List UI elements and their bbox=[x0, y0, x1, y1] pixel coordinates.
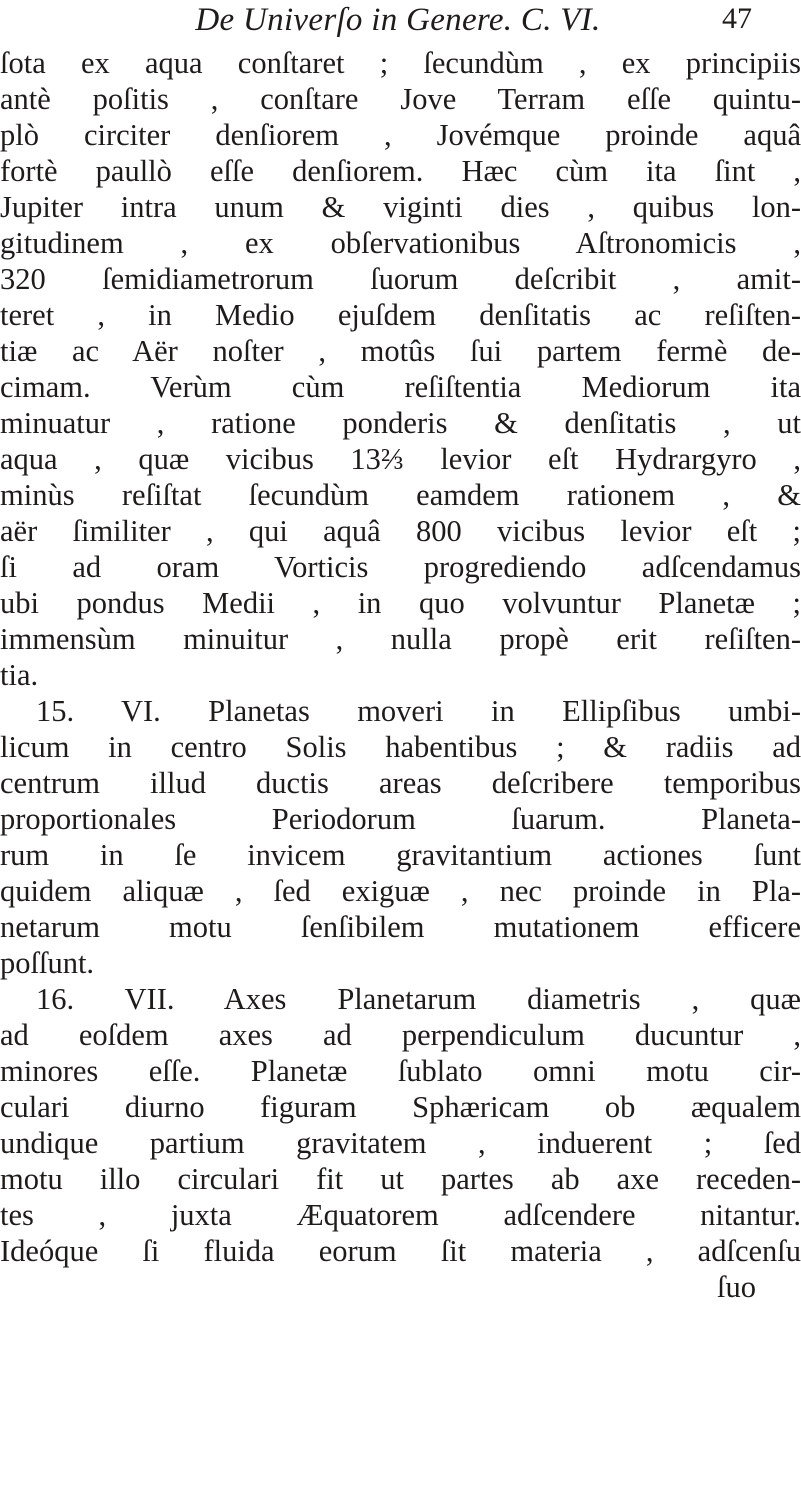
catchword: ſuo bbox=[717, 1270, 756, 1304]
running-title: De Univerſo in Genere. C. VI. bbox=[195, 2, 601, 38]
text-line: rum in ſe invicem gravitantium actiones ſunt bbox=[0, 838, 801, 872]
text-line: Jupiter intra unum & viginti dies , quibus lon- bbox=[0, 190, 801, 224]
text-line: minores eſſe. Planetæ ſublato omni motu cir- bbox=[0, 1054, 801, 1088]
text-line: motu illo circulari fit ut partes ab axe receden- bbox=[0, 1162, 801, 1196]
section-16-heading-line: 16. VII. Axes Planetarum diametris , quæ bbox=[36, 982, 801, 1016]
text-line: aqua , quæ vicibus 13⅔ levior eſt Hydrargyro , bbox=[0, 442, 801, 476]
text-line: ſi ad oram Vorticis progrediendo adſcendamus bbox=[0, 550, 801, 584]
text-line-paragraph-end: poſſunt. bbox=[0, 946, 95, 980]
text-line: licum in centro Solis habentibus ; & radiis ad bbox=[0, 730, 801, 764]
text-line: Ideóque ſi fluida eorum ſit materia , adſcenſu bbox=[0, 1234, 801, 1268]
text-line: cimam. Verùm cùm reſiſtentia Mediorum ita bbox=[0, 370, 801, 404]
page-number: 47 bbox=[722, 2, 752, 35]
text-line: antè poſitis , conſtare Jove Terram eſſe quintu- bbox=[0, 82, 801, 116]
text-line: undique partium gravitatem , induerent ; ſed bbox=[0, 1126, 801, 1160]
section-15-heading-line: 15. VI. Planetas moveri in Ellipſibus umbi- bbox=[36, 694, 801, 728]
text-line: teret , in Medio ejuſdem denſitatis ac reſiſten- bbox=[0, 298, 801, 332]
text-line: fortè paullò eſſe denſiorem. Hæc cùm ita ſint , bbox=[0, 154, 801, 188]
text-line: ſota ex aqua conſtaret ; ſecundùm , ex principiis bbox=[0, 46, 801, 80]
text-line: minuatur , ratione ponderis & denſitatis , ut bbox=[0, 406, 801, 440]
text-line: gitudinem , ex obſervationibus Aſtronomicis , bbox=[0, 226, 801, 260]
text-line: quidem aliquæ , ſed exiguæ , nec proinde in Pla- bbox=[0, 874, 801, 908]
text-line: ad eoſdem axes ad perpendiculum ducuntur , bbox=[0, 1018, 801, 1052]
text-line: culari diurno figuram Sphæricam ob æqualem bbox=[0, 1090, 801, 1124]
text-line: proportionales Periodorum ſuarum. Planeta- bbox=[0, 802, 801, 836]
text-line: 320 ſemidiametrorum ſuorum deſcribit , amit- bbox=[0, 262, 801, 296]
text-line: centrum illud ductis areas deſcribere temporibus bbox=[0, 766, 801, 800]
text-line: netarum motu ſenſibilem mutationem efficere bbox=[0, 910, 801, 944]
text-line: tiæ ac Aër noſter , motûs ſui partem fermè de- bbox=[0, 334, 801, 368]
text-line: tes , juxta Æquatorem adſcendere nitantur. bbox=[0, 1198, 801, 1232]
text-line: ubi pondus Medii , in quo volvuntur Planetæ ; bbox=[0, 586, 801, 620]
text-line-paragraph-end: tia. bbox=[0, 658, 39, 692]
text-line: plò circiter denſiorem , Jovémque proinde aquâ bbox=[0, 118, 801, 152]
text-line: minùs reſiſtat ſecundùm eamdem rationem , & bbox=[0, 478, 801, 512]
text-line: aër ſimiliter , qui aquâ 800 vicibus levior eſt ; bbox=[0, 514, 801, 548]
text-line: immensùm minuitur , nulla propè erit reſiſten- bbox=[0, 622, 801, 656]
page-header bbox=[0, 2, 801, 44]
